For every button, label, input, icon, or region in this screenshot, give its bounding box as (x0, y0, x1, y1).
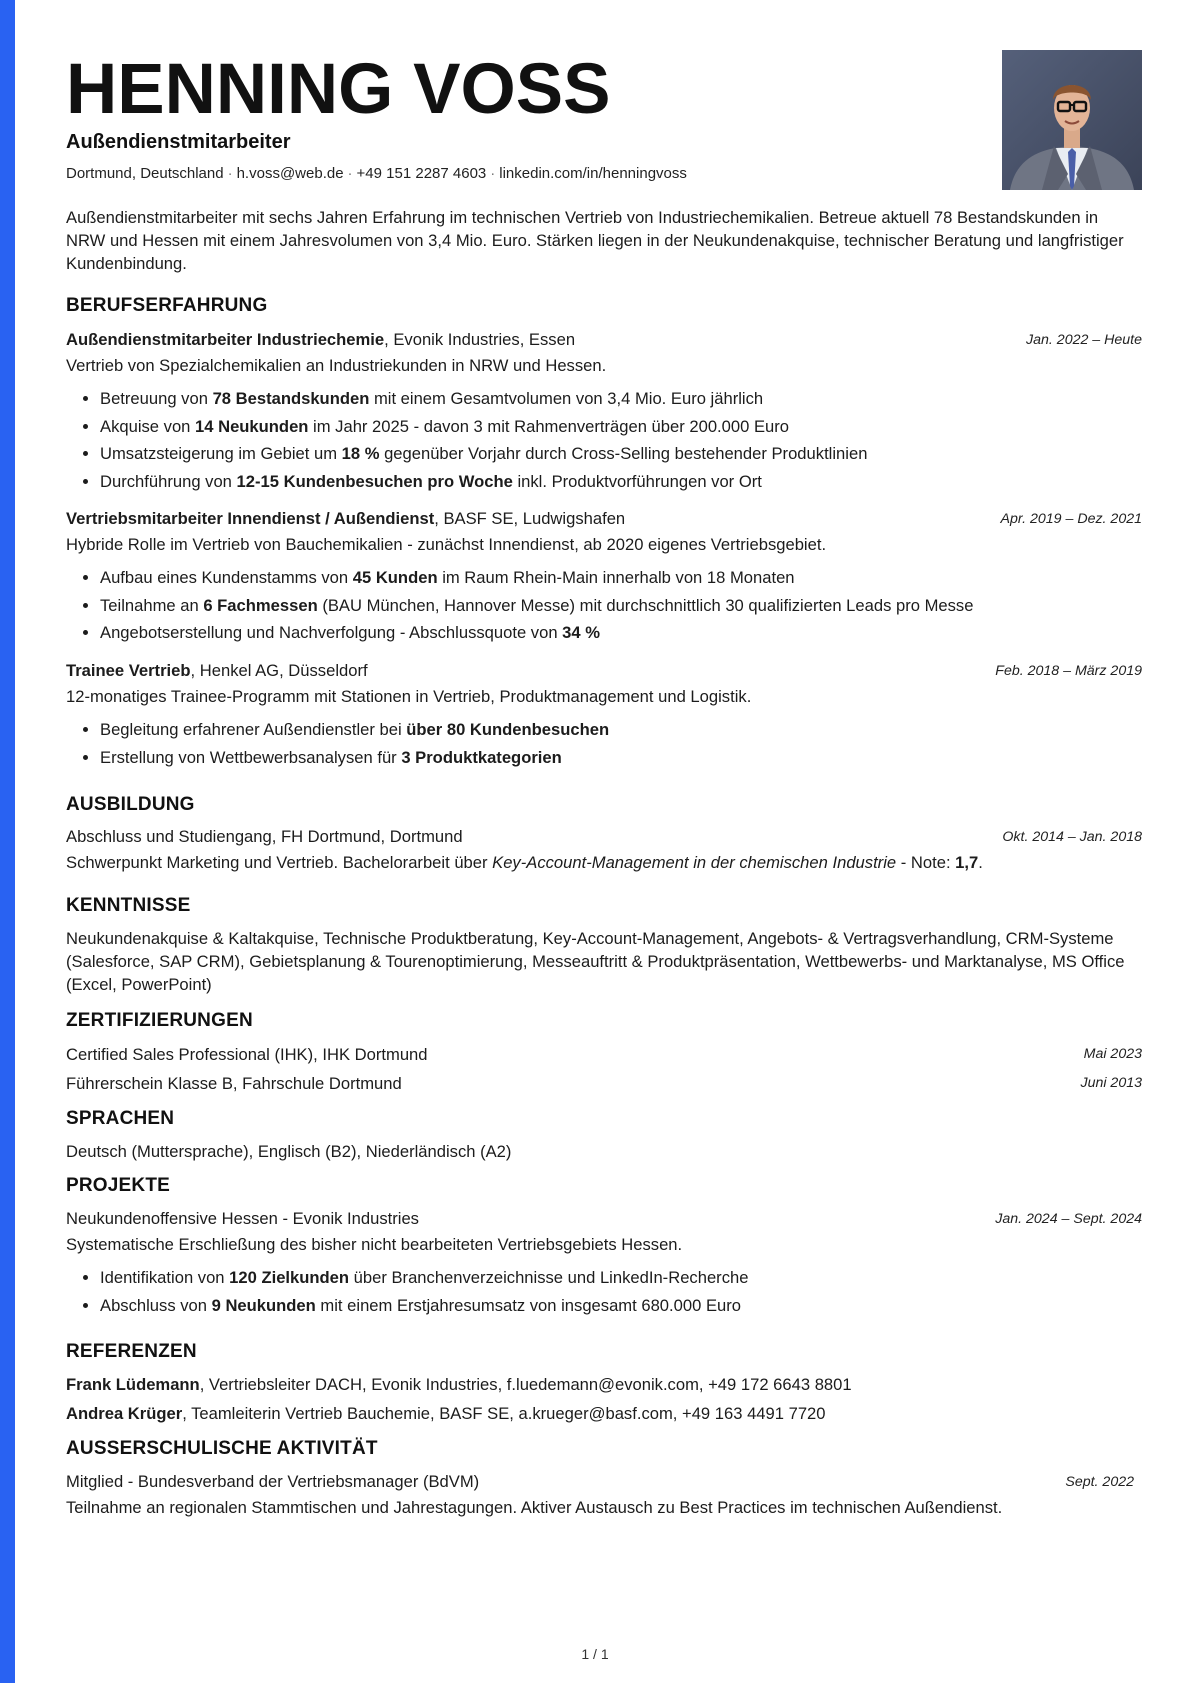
job-company: , Evonik Industries, Essen (384, 330, 576, 349)
experience-entry (66, 508, 1142, 647)
entry-head (66, 508, 1142, 532)
entry-head (66, 1208, 1142, 1232)
achievement-item: • Angebotserstellung und Nachverfolgung - Abschlussquote von 34 % (100, 619, 1142, 647)
experience-entry (66, 329, 1142, 495)
resume-page (66, 0, 1142, 1683)
candidate-title: Außendienstmitarbeiter (66, 131, 291, 153)
achievement-item: • Akquise von 14 Neukunden im Jahr 2025 - davon 3 mit Rahmenverträgen über 200.000 Euro (100, 413, 1142, 441)
project-description: Systematische Erschließung des bisher nicht bearbeiteten Vertriebsgebiets Hessen. (66, 1235, 683, 1254)
achievement-item: • Abschluss von 9 Neukunden mit einem Erstjahresumsatz von insgesamt 680.000 Euro (100, 1292, 1142, 1320)
page-number: 1 / 1 (581, 1646, 609, 1662)
certification-date: Mai 2023 (1083, 1046, 1142, 1062)
section-title-certifications: ZERTIFIZIERUNGEN (66, 1010, 253, 1031)
reference-item: Frank Lüdemann, Vertriebsleiter DACH, Evonik Industries, f.luedemann@evonik.com, +49 172 6643 8801 (66, 1375, 852, 1394)
achievement-list (66, 716, 1142, 771)
education-heading: Abschluss und Studiengang, FH Dortmund, Dortmund (66, 827, 463, 846)
reference-name: Andrea Krüger (66, 1404, 183, 1423)
section-title-experience: BERUFSERFAHRUNG (66, 295, 268, 316)
contact-location: Dortmund, Deutschland (66, 165, 224, 182)
separator: · (347, 165, 353, 182)
achievement-list (66, 564, 1142, 647)
section-title-education: AUSBILDUNG (66, 794, 195, 815)
achievement-item: • Aufbau eines Kundenstamms von 45 Kunden im Raum Rhein-Main innerhalb von 18 Monaten (100, 564, 1142, 592)
certification-date: Juni 2013 (1080, 1075, 1142, 1091)
entry-description: 12-monatiges Trainee-Programm mit Stationen in Vertrieb, Produktmanagement und Logistik. (66, 687, 752, 706)
languages-text: Deutsch (Muttersprache), Englisch (B2), Niederländisch (A2) (66, 1142, 512, 1161)
entry-head (66, 826, 1142, 850)
section-title-references: REFERENZEN (66, 1341, 197, 1362)
activity-heading: Mitglied - Bundesverband der Vertriebsmanager (BdVM) (66, 1472, 480, 1491)
entry-date: Okt. 2014 – Jan. 2018 (1002, 829, 1142, 845)
contact-email[interactable]: h.voss@web.de (236, 165, 344, 182)
entry-description: Vertrieb von Spezialchemikalien an Industriekunden in NRW und Hessen. (66, 356, 607, 375)
certification-item: Certified Sales Professional (IHK), IHK Dortmund Mai 2023 (66, 1045, 1142, 1064)
separator: · (490, 165, 496, 182)
job-role: Trainee Vertrieb (66, 661, 191, 680)
achievement-item: • Begleitung erfahrener Außendienstler bei über 80 Kundenbesuchen (100, 716, 1142, 744)
grade: 1,7 (955, 853, 979, 872)
certification-item: Führerschein Klasse B, Fahrschule Dortmund Juni 2013 (66, 1074, 1142, 1093)
entry-date: Feb. 2018 – März 2019 (995, 663, 1142, 679)
achievement-item: • Umsatzsteigerung im Gebiet um 18 % gegenüber Vorjahr durch Cross-Selling bestehender Produktlinien (100, 440, 1142, 468)
reference-name: Frank Lüdemann (66, 1375, 200, 1394)
achievement-list (66, 385, 1142, 495)
separator: · (227, 165, 233, 182)
project-entry (66, 1208, 1142, 1319)
skills-text: Neukundenakquise & Kaltakquise, Technische Produktberatung, Key-Account-Management, Angebots- & Vertragsverhandlung, CRM-Systeme (Salesforce, SAP CRM), Gebietsplanung & Tourenoptimierung, Messeauftritt & Produktpräsentation, Wettbewerbs- und Marktanalyse, MS Office (Excel, PowerPoint) (66, 929, 1125, 994)
education-description: Schwerpunkt Marketing und Vertrieb. Bachelorarbeit über Key-Account-Management in der chemischen Industrie - Note: 1,7. (66, 853, 983, 872)
reference-item: Andrea Krüger, Teamleiterin Vertrieb Bauchemie, BASF SE, a.krueger@basf.com, +49 163 4491 7720 (66, 1404, 826, 1423)
thesis-title: Key-Account-Management in der chemischen Industrie (492, 853, 897, 872)
entry-date: Apr. 2019 – Dez. 2021 (1000, 511, 1142, 527)
education-entry (66, 826, 1142, 874)
entry-head (66, 329, 1142, 353)
achievement-item: • Erstellung von Wettbewerbsanalysen für 3 Produktkategorien (100, 744, 1142, 772)
experience-entry (66, 660, 1142, 771)
entry-heading (66, 329, 575, 351)
entry-description: Hybride Rolle im Vertrieb von Bauchemikalien - zunächst Innendienst, ab 2020 eigenes Vertriebsgebiet. (66, 535, 827, 554)
profile-summary: Außendienstmitarbeiter mit sechs Jahren Erfahrung im technischen Vertrieb von Industriechemikalien. Betreue aktuell 78 Bestandskunden in NRW und Hessen mit einem Jahresvolumen von 3,4 Mio. Euro. Stärken liegen in der Neukundenakquise, technischer Beratung und langfristiger Kundenbindung. (66, 208, 1124, 273)
project-heading: Neukundenoffensive Hessen - Evonik Industries (66, 1209, 419, 1228)
entry-heading (66, 660, 368, 682)
activity-entry (66, 1471, 1142, 1519)
achievement-list (66, 1264, 1142, 1319)
contact-linkedin[interactable]: linkedin.com/in/henningvoss (499, 165, 687, 182)
accent-bar (0, 0, 15, 1683)
section-title-projects: PROJEKTE (66, 1175, 171, 1196)
achievement-item: • Teilnahme an 6 Fachmessen (BAU München, Hannover Messe) mit durchschnittlich 30 qualifizierten Leads pro Messe (100, 592, 1142, 620)
section-title-languages: SPRACHEN (66, 1108, 175, 1129)
achievement-item: • Durchführung von 12-15 Kundenbesuchen pro Woche inkl. Produktvorführungen vor Ort (100, 468, 1142, 496)
job-role: Vertriebsmitarbeiter Innendienst / Außendienst (66, 509, 435, 528)
section-title-activities: AUSSERSCHULISCHE AKTIVITÄT (66, 1438, 378, 1459)
job-role: Außendienstmitarbeiter Industriechemie (66, 330, 385, 349)
section-title-skills: KENNTNISSE (66, 895, 191, 916)
resume-header (66, 0, 1142, 200)
profile-photo (1002, 50, 1142, 190)
entry-date: Sept. 2022 (1065, 1474, 1134, 1490)
entry-head (66, 1471, 1142, 1495)
entry-date: Jan. 2022 – Heute (1026, 332, 1142, 348)
contact-line (66, 164, 687, 184)
achievement-item: • Identifikation von 120 Zielkunden über Branchenverzeichnisse und LinkedIn-Recherche (100, 1264, 1142, 1292)
entry-head (66, 660, 1142, 684)
job-company: , Henkel AG, Düsseldorf (190, 661, 368, 680)
achievement-item: • Betreuung von 78 Bestandskunden mit einem Gesamtvolumen von 3,4 Mio. Euro jährlich (100, 385, 1142, 413)
entry-date: Jan. 2024 – Sept. 2024 (995, 1211, 1142, 1227)
activity-description: Teilnahme an regionalen Stammtischen und Jahrestagungen. Aktiver Austausch zu Best Practices im technischen Außendienst. (66, 1498, 1003, 1517)
job-company: , BASF SE, Ludwigshafen (434, 509, 626, 528)
entry-heading (66, 508, 625, 530)
candidate-name: HENNING VOSS (66, 50, 611, 129)
contact-phone[interactable]: +49 151 2287 4603 (356, 165, 487, 182)
